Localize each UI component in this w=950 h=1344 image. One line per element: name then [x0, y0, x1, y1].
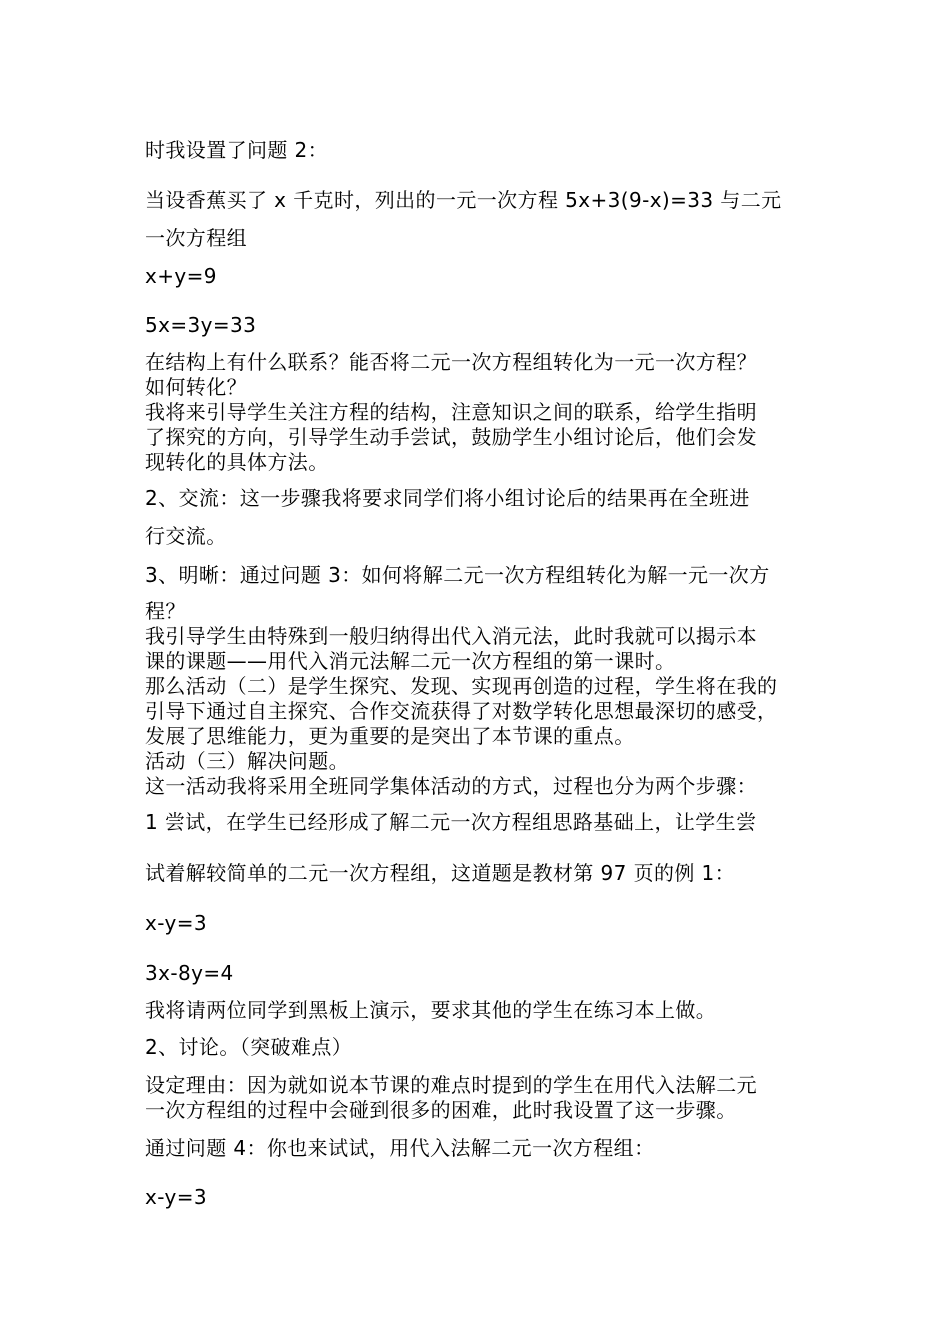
text-line: 现转化的具体方法。 — [145, 450, 329, 474]
text-line: 3、明晰：通过问题 3：如何将解二元一次方程组转化为解一元一次方 — [145, 563, 770, 587]
text-line: 一次方程组 — [145, 226, 247, 250]
text-line: 时我设置了问题 2： — [145, 138, 329, 162]
text-line: 试着解较简单的二元一次方程组，这道题是教材第 97 页的例 1： — [145, 861, 736, 885]
text-line: 2、讨论。（突破难点） — [145, 1035, 353, 1059]
text-line: 一次方程组的过程中会碰到很多的困难，此时我设置了这一步骤。 — [145, 1098, 737, 1122]
equation-line: x+y=9 — [145, 264, 217, 288]
text-line: 2、交流：这一步骤我将要求同学们将小组讨论后的结果再在全班进 — [145, 486, 750, 510]
text-line: 在结构上有什么联系？能否将二元一次方程组转化为一元一次方程？ — [145, 350, 757, 374]
text-line: 我引导学生由特殊到一般归纳得出代入消元法，此时我就可以揭示本 — [145, 624, 757, 648]
text-line: 设定理由：因为就如说本节课的难点时提到的学生在用代入法解二元 — [145, 1073, 757, 1097]
text-line: 这一活动我将采用全班同学集体活动的方式，过程也分为两个步骤： — [145, 774, 757, 798]
text-line: 引导下通过自主探究、合作交流获得了对数学转化思想最深切的感受， — [145, 699, 778, 723]
equation-line: x-y=3 — [145, 1185, 208, 1209]
text-line: 课的课题——用代入消元法解二元一次方程组的第一课时。 — [145, 649, 676, 673]
equation-line: 5x=3y=33 — [145, 313, 257, 337]
text-line: 发展了思维能力，更为重要的是突出了本节课的重点。 — [145, 724, 635, 748]
text-line: 当设香蕉买了 x 千克时，列出的一元一次方程 5x+3(9-x)=33 与二元 — [145, 188, 782, 212]
equation-line: 3x-8y=4 — [145, 961, 234, 985]
equation-line: x-y=3 — [145, 911, 208, 935]
text-line: 通过问题 4：你也来试试，用代入法解二元一次方程组： — [145, 1136, 655, 1160]
text-line: 1 尝试，在学生已经形成了解二元一次方程组思路基础上，让学生尝 — [145, 810, 757, 834]
text-line: 那么活动（二）是学生探究、发现、实现再创造的过程，学生将在我的 — [145, 674, 778, 698]
text-line: 行交流。 — [145, 524, 227, 548]
text-line: 如何转化？ — [145, 375, 247, 399]
text-line: 了探究的方向，引导学生动手尝试，鼓励学生小组讨论后，他们会发 — [145, 425, 757, 449]
text-line: 我将来引导学生关注方程的结构，注意知识之间的联系，给学生指明 — [145, 400, 757, 424]
text-line: 我将请两位同学到黑板上演示，要求其他的学生在练习本上做。 — [145, 998, 717, 1022]
text-line: 程？ — [145, 599, 186, 623]
text-line: 活动（三）解决问题。 — [145, 749, 349, 773]
